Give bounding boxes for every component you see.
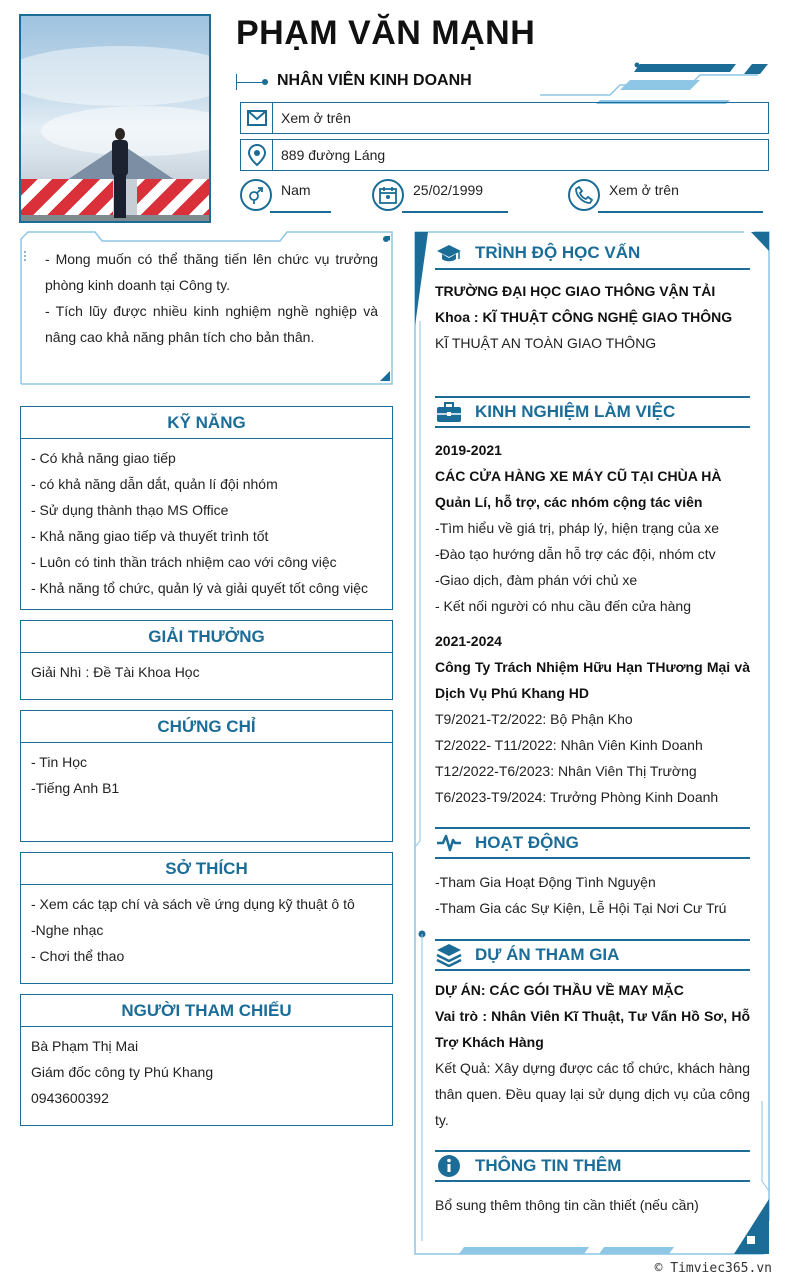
experience-title: KINH NGHIỆM LÀM VIỆC (475, 402, 676, 421)
job-role: Quản Lí, hỗ trợ, các nhóm cộng tác viên (435, 494, 703, 510)
profile-photo (19, 14, 211, 223)
info-icon (435, 1152, 463, 1180)
job-detail: T6/2023-T9/2024: Trưởng Phòng Kinh Doanh (435, 789, 719, 805)
job-period: 2019-2021 (435, 442, 502, 458)
career-objective (20, 231, 393, 385)
list-item: - Chơi thể thao (31, 948, 125, 964)
activities-header (435, 827, 750, 859)
certificates-section (20, 710, 393, 842)
email-icon (241, 103, 273, 133)
phone-field (568, 178, 764, 212)
skills-title: KỸ NĂNG (21, 407, 392, 439)
address-field (240, 139, 769, 171)
skills-section (20, 406, 393, 610)
birthday-field (372, 178, 509, 212)
gender-value: Nam (281, 182, 311, 198)
job-detail: T12/2022-T6/2023: Nhân Viên Thị Trường (435, 763, 697, 779)
list-item: - Tin Học (31, 754, 88, 770)
objective-line: - Mong muốn có thể thăng tiến lên chức vụ trưởng phòng kinh doanh tại Công ty. (45, 251, 378, 293)
address-value: 889 đường Láng (281, 147, 386, 163)
list-item: Giải Nhì : Đề Tài Khoa Học (31, 664, 200, 680)
list-item: - có khả năng dẫn dắt, quản lí đội nhóm (31, 476, 278, 492)
title-dot (262, 79, 268, 85)
additional-title: THÔNG TIN THÊM (475, 1156, 622, 1175)
faculty: Khoa : KĨ THUẬT CÔNG NGHỆ GIAO THÔNG (435, 309, 733, 325)
list-item: -Nghe nhạc (31, 922, 104, 938)
job-detail: -Đào tạo hướng dẫn hỗ trợ các đội, nhóm ctv (435, 546, 716, 562)
certificates-title: CHỨNG CHỈ (21, 711, 392, 743)
graduation-cap-icon (435, 239, 463, 267)
list-item: -Tham Gia các Sự Kiện, Lễ Hội Tại Nơi Cư Trú (435, 900, 727, 916)
job-company: Công Ty Trách Nhiệm Hữu Hạn THương Mại và Dịch Vụ Phú Khang HD (435, 659, 750, 701)
list-item: - Sử dụng thành thạo MS Office (31, 502, 229, 518)
experience-job (435, 437, 750, 619)
job-title: NHÂN VIÊN KINH DOANH (277, 72, 472, 89)
watermark: © Timviec365.vn (654, 1261, 772, 1276)
email-value: Xem ở trên (281, 110, 351, 126)
list-item: - Khả năng tổ chức, quản lý và giải quyết tốt công việc (31, 580, 369, 596)
list-item: - Luôn có tinh thần trách nhiệm cao với công việc (31, 554, 337, 570)
list-item: -Tham Gia Hoạt Động Tình Nguyện (435, 874, 656, 890)
job-detail: -Giao dịch, đàm phán với chủ xe (435, 572, 638, 588)
education-content (435, 278, 750, 356)
awards-title: GIẢI THƯỞNG (21, 621, 392, 653)
job-company: CÁC CỬA HÀNG XE MÁY CŨ TẠI CHÙA HÀ (435, 468, 722, 484)
list-item: Giám đốc công ty Phú Khang (31, 1064, 214, 1080)
list-item: - Có khả năng giao tiếp (31, 450, 176, 466)
email-field (240, 102, 769, 134)
education-header (435, 238, 750, 270)
candidate-name: PHẠM VĂN MẠNH (236, 14, 536, 52)
job-detail: T9/2021-T2/2022: Bộ Phận Kho (435, 711, 633, 727)
location-pin-icon (241, 140, 273, 170)
list-item: - Khả năng giao tiếp và thuyết trình tốt (31, 528, 269, 544)
project-name: DỰ ÁN: CÁC GÓI THẦU VỀ MAY MẶC (435, 982, 684, 998)
job-detail: T2/2022- T11/2022: Nhân Viên Kinh Doanh (435, 737, 703, 753)
activities-title: HOẠT ĐỘNG (475, 833, 579, 852)
awards-section (20, 620, 393, 700)
phone-value: Xem ở trên (609, 182, 679, 198)
list-item: - Xem các tạp chí và sách về ứng dụng kỹ thuật ô tô (31, 896, 355, 912)
hobbies-title: SỞ THÍCH (21, 853, 392, 885)
references-title: NGƯỜI THAM CHIẾU (21, 995, 392, 1027)
list-item: -Tiếng Anh B1 (31, 780, 120, 796)
calendar-icon (372, 179, 404, 211)
major: KĨ THUẬT AN TOÀN GIAO THÔNG (435, 335, 657, 351)
experience-header (435, 396, 750, 428)
additional-header (435, 1150, 750, 1182)
job-period: 2021-2024 (435, 633, 502, 649)
birthday-value: 25/02/1999 (413, 182, 484, 198)
activities-content (435, 869, 750, 921)
layers-icon (435, 941, 463, 969)
list-item: Bà Phạm Thị Mai (31, 1038, 139, 1054)
gender-field (240, 178, 332, 212)
job-detail: -Tìm hiểu về giá trị, pháp lý, hiện trạng của xe (435, 520, 720, 536)
objective-line: - Tích lũy được nhiều kinh nghiệm nghề nghiệp và nâng cao khả năng phân tích cho bản thân. (45, 303, 378, 345)
experience-job (435, 628, 750, 810)
projects-title: DỰ ÁN THAM GIA (475, 945, 620, 964)
list-item: 0943600392 (31, 1090, 109, 1106)
pulse-icon (435, 829, 463, 857)
projects-header (435, 939, 750, 971)
additional-text: Bổ sung thêm thông tin cần thiết (nếu cần) (435, 1197, 699, 1213)
projects-content (435, 977, 750, 1133)
gender-icon (240, 179, 272, 211)
phone-icon (568, 179, 600, 211)
briefcase-icon (435, 398, 463, 426)
project-result: Kết Quả: Xây dựng được các tổ chức, khách hàng thân quen. Đều quay lại sử dụng dịch vụ của công ty. (435, 1060, 750, 1128)
education-title: TRÌNH ĐỘ HỌC VẤN (475, 243, 641, 262)
header-decoration (540, 60, 770, 105)
job-detail: - Kết nối người có nhu cầu đến cửa hàng (435, 598, 691, 614)
project-role: Vai trò : Nhân Viên Kĩ Thuật, Tư Vấn Hồ Sơ, Hỗ Trợ Khách Hàng (435, 1008, 750, 1050)
school-name: TRƯỜNG ĐẠI HỌC GIAO THÔNG VẬN TẢI (435, 283, 716, 299)
references-section (20, 994, 393, 1126)
hobbies-section (20, 852, 393, 984)
